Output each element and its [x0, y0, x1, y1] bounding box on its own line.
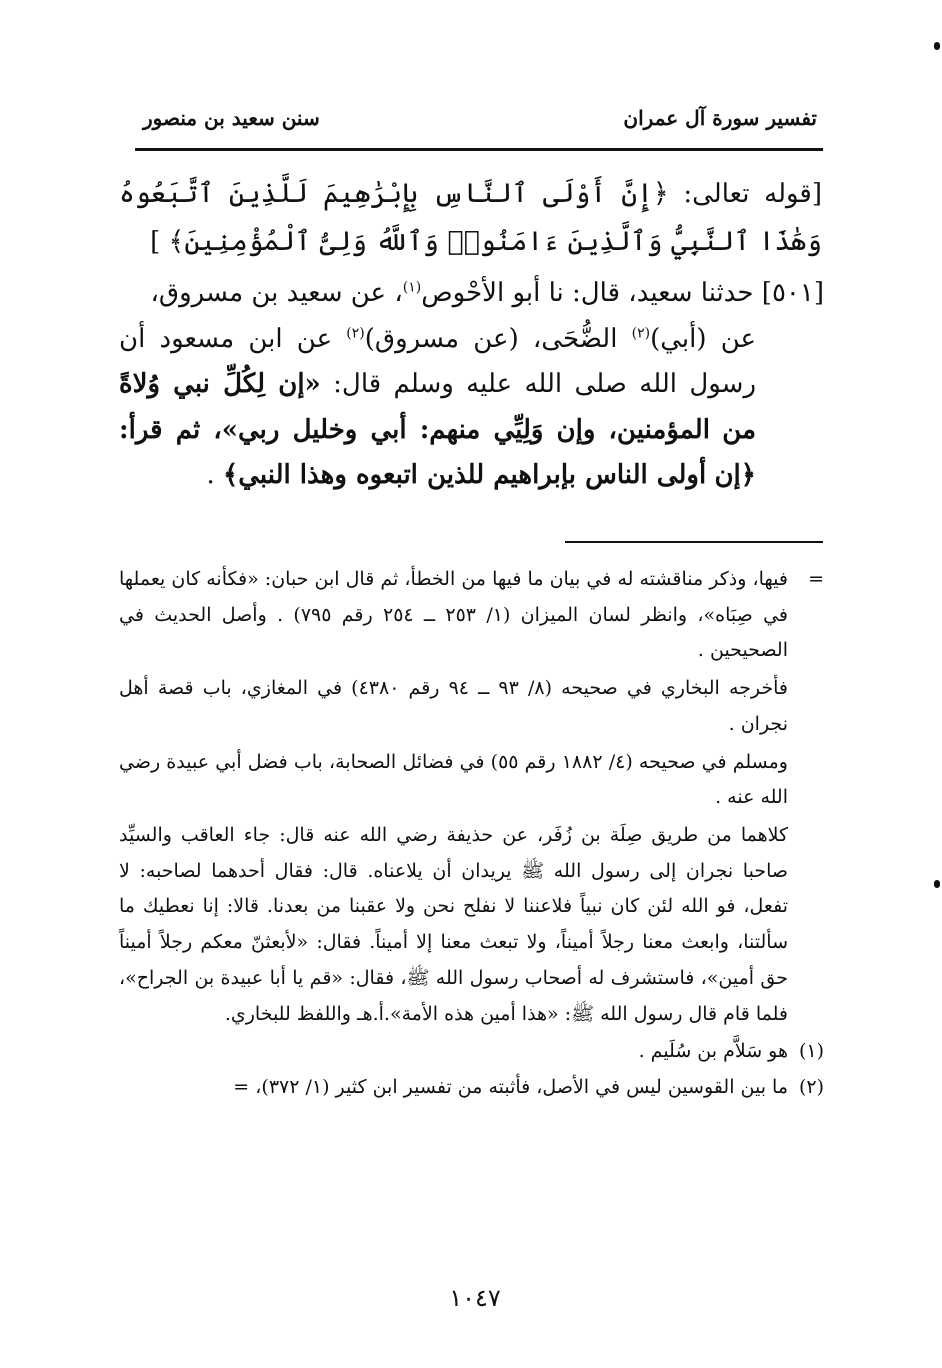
chapter-title: تفسير سورة آل عمران	[623, 106, 817, 130]
footnote-1	[119, 1034, 824, 1070]
book-title: سنن سعيد بن منصور	[143, 106, 320, 130]
verse-open-bracket: ﴿	[652, 178, 669, 209]
verse-quote: أولى الناس بإبراهيم للذين اتبعوه وهذا النبي﴾	[223, 460, 707, 490]
footnote-paragraph	[119, 745, 824, 816]
verse-quote: ﴿إن	[714, 460, 756, 490]
footnote-text: فيها، وذكر مناقشته له في بيان ما فيها من الخطأ، ثم قال ابن حبان: «فكأنه كان يعملها في صِبَاه»، وانظر لسان الميزان (١/ ٢٥٣ ــ ٢٥٤ رقم ٧٩٥) . وأصل الحديث في الصحيحين .	[119, 568, 788, 662]
header-divider	[135, 148, 823, 151]
footnotes	[119, 562, 824, 1106]
hadith-text: الضُّحَى، (عن مسروق)	[364, 323, 632, 354]
footnote-paragraph	[119, 818, 824, 1032]
footnote-1-mark: (١)	[798, 1040, 824, 1063]
verse-heading	[119, 170, 824, 265]
scan-mark	[934, 880, 940, 888]
hadith-text: رسول الله صلى الله عليه وسلم قال:	[320, 369, 756, 399]
footnote-ref-2b: (٢)	[346, 324, 365, 341]
footnote-1-text: هو سَلاَّم بن سُلَيم .	[638, 1040, 788, 1063]
hadith-text: عن ابن مسعود أن	[119, 323, 347, 354]
footnote-divider	[565, 541, 823, 543]
footnote-text: ومسلم في صحيحه (٤/ ١٨٨٢ رقم ٥٥) في فضائل الصحابة، باب فضل أبي عبيدة رضي الله عنه .	[119, 750, 788, 809]
hadith-text: حدثنا سعيد، قال: نا أبو الأحْوص	[421, 278, 754, 308]
hadith-paragraph-cont	[119, 317, 824, 499]
hadith-paragraph	[119, 271, 824, 317]
footnote-text: كلاهما من طريق صِلَة بن زُفَر، عن حذيفة رضي الله عنه قال: جاء العاقب والسيِّد صاحبا نجران إلى رسول الله ﷺ يريدان أن يلاعناه. قال: فقال أحدهما لصاحبه: لا تفعل، فو الله لئن كان نبياً فلاعننا لا نفلح نحن ولا عقبنا من بعدنا. قالا: إنا نعطيك ما سألتنا، وابعث معنا رجلاً أميناً، ولا تبعث معنا إلا أميناً. فقال: «لأبعثنّ معكم رجلاً أميناً حق أمين»، فاستشرف له أصحاب رسول الله ﷺ، فقال: «قم يا أبا عبيدة بن الجراح»، فلما قام قال رسول الله ﷺ: «هذا أمين هذه الأمة».أ.هـ واللفظ للبخاري.	[119, 824, 788, 1025]
hadith-quote: المؤمنين، وإن وَلِيِّي منهم: أبي وخليل ربي»، ثم قرأ:	[119, 414, 710, 445]
hadith-end: .	[206, 460, 224, 490]
footnote-2-mark: (٢)	[798, 1076, 824, 1099]
footnote-text: فأخرجه البخاري في صحيحه (٨/ ٩٣ ــ ٩٤ رقم ٤٣٨٠) في المغازي، باب قصة أهل نجران .	[119, 677, 788, 735]
running-header	[135, 100, 823, 144]
hadith-text: ، عن سعيد بن مسروق،	[150, 278, 403, 308]
verse-close-bracket: ﴾	[168, 225, 185, 257]
footnote-paragraph	[119, 671, 824, 742]
close-bracket: ]	[150, 226, 169, 257]
scan-mark	[934, 42, 940, 50]
page-number: ١٠٤٧	[449, 1284, 501, 1312]
verse-intro: قوله تعالى:	[668, 179, 812, 209]
open-bracket: [	[811, 179, 823, 209]
footnote-ref-2: (٢)	[631, 324, 651, 341]
footnote-2	[119, 1070, 824, 1106]
main-text	[119, 170, 824, 499]
verse-text: إِنَّ أَوْلَى ٱلنَّاسِ بِإِبْرَٰهِيمَ لَلَّذِينَ ٱتَّبَعُوهُ وَهَٰذَا ٱلنَّبِيُّ وَٱلَّذِينَ ءَامَنُوا۟ وَٱللَّهُ وَلِىُّ ٱلْمُؤْمِنِينَ	[119, 178, 822, 257]
hadith-number: [٥٠١]	[761, 278, 824, 308]
footnote-continuation	[119, 562, 824, 669]
hadith-text: عن (أبي)	[650, 323, 756, 354]
hadith-quote: «إن لِكُلِّ نبي وُلاةً من	[119, 369, 756, 445]
footnote-2-text: ما بين القوسين ليس في الأصل، فأثبته من تفسير ابن كثير (١/ ٣٧٢)، =	[233, 1076, 788, 1099]
continuation-mark: =	[808, 568, 824, 590]
footnote-ref-1: (١)	[402, 279, 422, 296]
